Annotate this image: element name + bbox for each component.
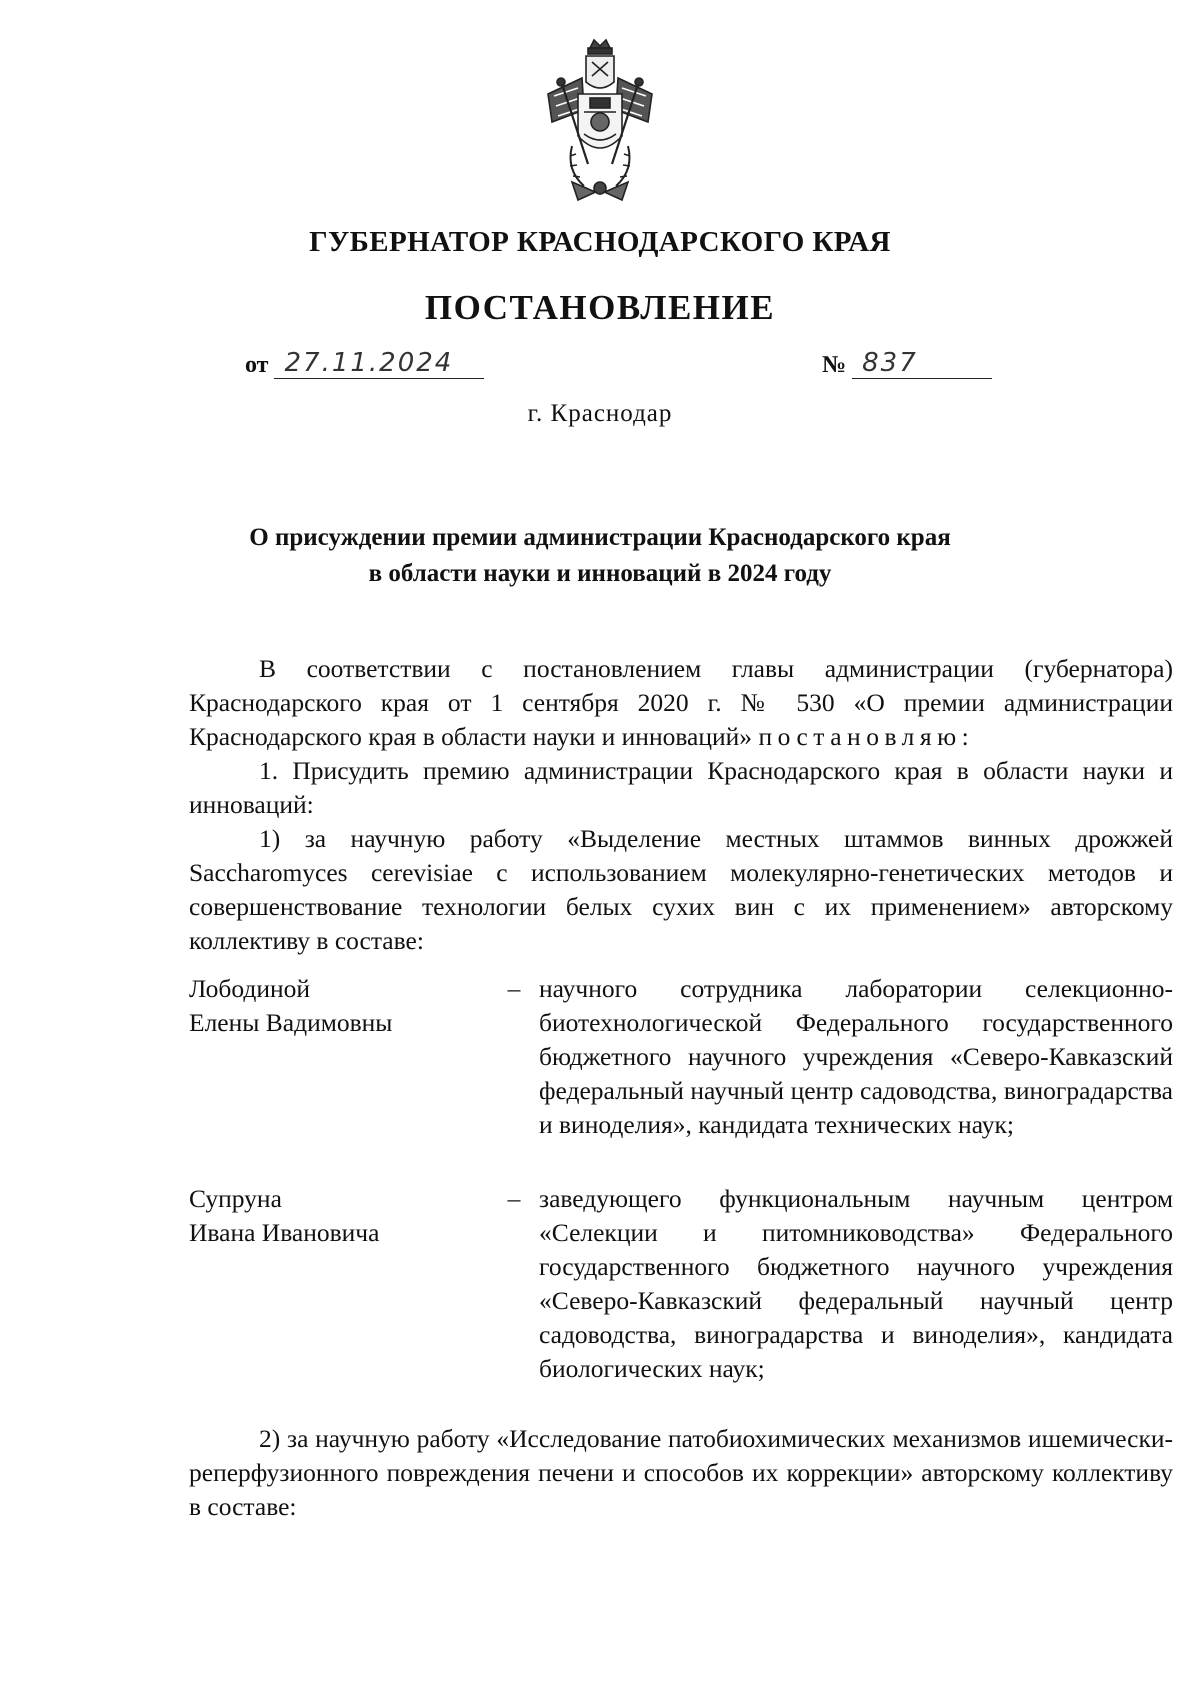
coat-of-arms-icon (542, 38, 658, 204)
number-handwritten: 837 (852, 350, 992, 379)
laureate-description: заведующего функциональным научным центром «Селекции и питомниководства» Федерального государственного бюджетного научного учреждения «Северо-Кавказский федеральный научный центр садоводства, виноградарства и виноделия», кандидата биологических наук; (539, 1184, 1173, 1383)
laureate-name (189, 1182, 489, 1386)
subject-line-2: в области науки и инноваций в 2024 году (368, 560, 832, 587)
laureate-given-names: Елены Вадимовны (189, 1008, 393, 1037)
document-date (245, 350, 484, 379)
preamble-text: В соответствии с постановлением главы администрации (губернатора) Краснодарского края от 1 сентября 2020 г. № 530 «О премии администрации Краснодарского края в области науки и инноваций» (189, 654, 1173, 751)
laureate-surname: Лободиной (189, 974, 311, 1003)
item-1: 1. Присудить премию администрации Краснодарского края в области науки и инноваций: (189, 756, 1173, 819)
date-handwritten: 27.11.2024 (274, 350, 484, 379)
number-prefix: № (822, 352, 847, 378)
document-subject (180, 520, 1020, 592)
document-type-title: ПОСТАНОВЛЕНИЕ (424, 288, 776, 327)
laureate-1 (189, 972, 1173, 1142)
document-number (822, 350, 992, 379)
issuing-authority: ГУБЕРНАТОР КРАСНОДАРСКОГО КРАЯ (309, 226, 891, 258)
preamble-decree-word: постановляю: (758, 722, 975, 751)
laureate-surname: Супруна (189, 1184, 282, 1213)
preamble-paragraph (189, 652, 1173, 754)
laureate-name (189, 972, 489, 1142)
laureate-dash: – (507, 1184, 521, 1213)
laureate-description: научного сотрудника лаборатории селекционно-биотехнологической Федерального государственного бюджетного научного учреждения «Северо-Кавказский федеральный научный центр садоводства, виноградарства и виноделия», кандидата технических наук; (539, 974, 1173, 1139)
item-1-1: 1) за научную работу «Выделение местных штаммов винных дрожжей Saccharomyces cerevisiae с использованием молекулярно-генетических методов и совершенствование технологии белых сухих вин с их применением» авторскому коллективу в составе: (189, 824, 1173, 955)
laureate-dash: – (507, 974, 521, 1003)
date-prefix: от (245, 352, 269, 378)
item-1-2: 2) за научную работу «Исследование патобиохимических механизмов ишемически-реперфузионного повреждения печени и способов их коррекции» авторскому коллективу в составе: (189, 1424, 1173, 1521)
city-line: г. Краснодар (527, 400, 673, 427)
laureate-given-names: Ивана Ивановича (189, 1218, 380, 1247)
document-body (189, 652, 1173, 1524)
subject-line-1: О присуждении премии администрации Краснодарского края (249, 524, 951, 551)
laureate-2 (189, 1182, 1173, 1386)
